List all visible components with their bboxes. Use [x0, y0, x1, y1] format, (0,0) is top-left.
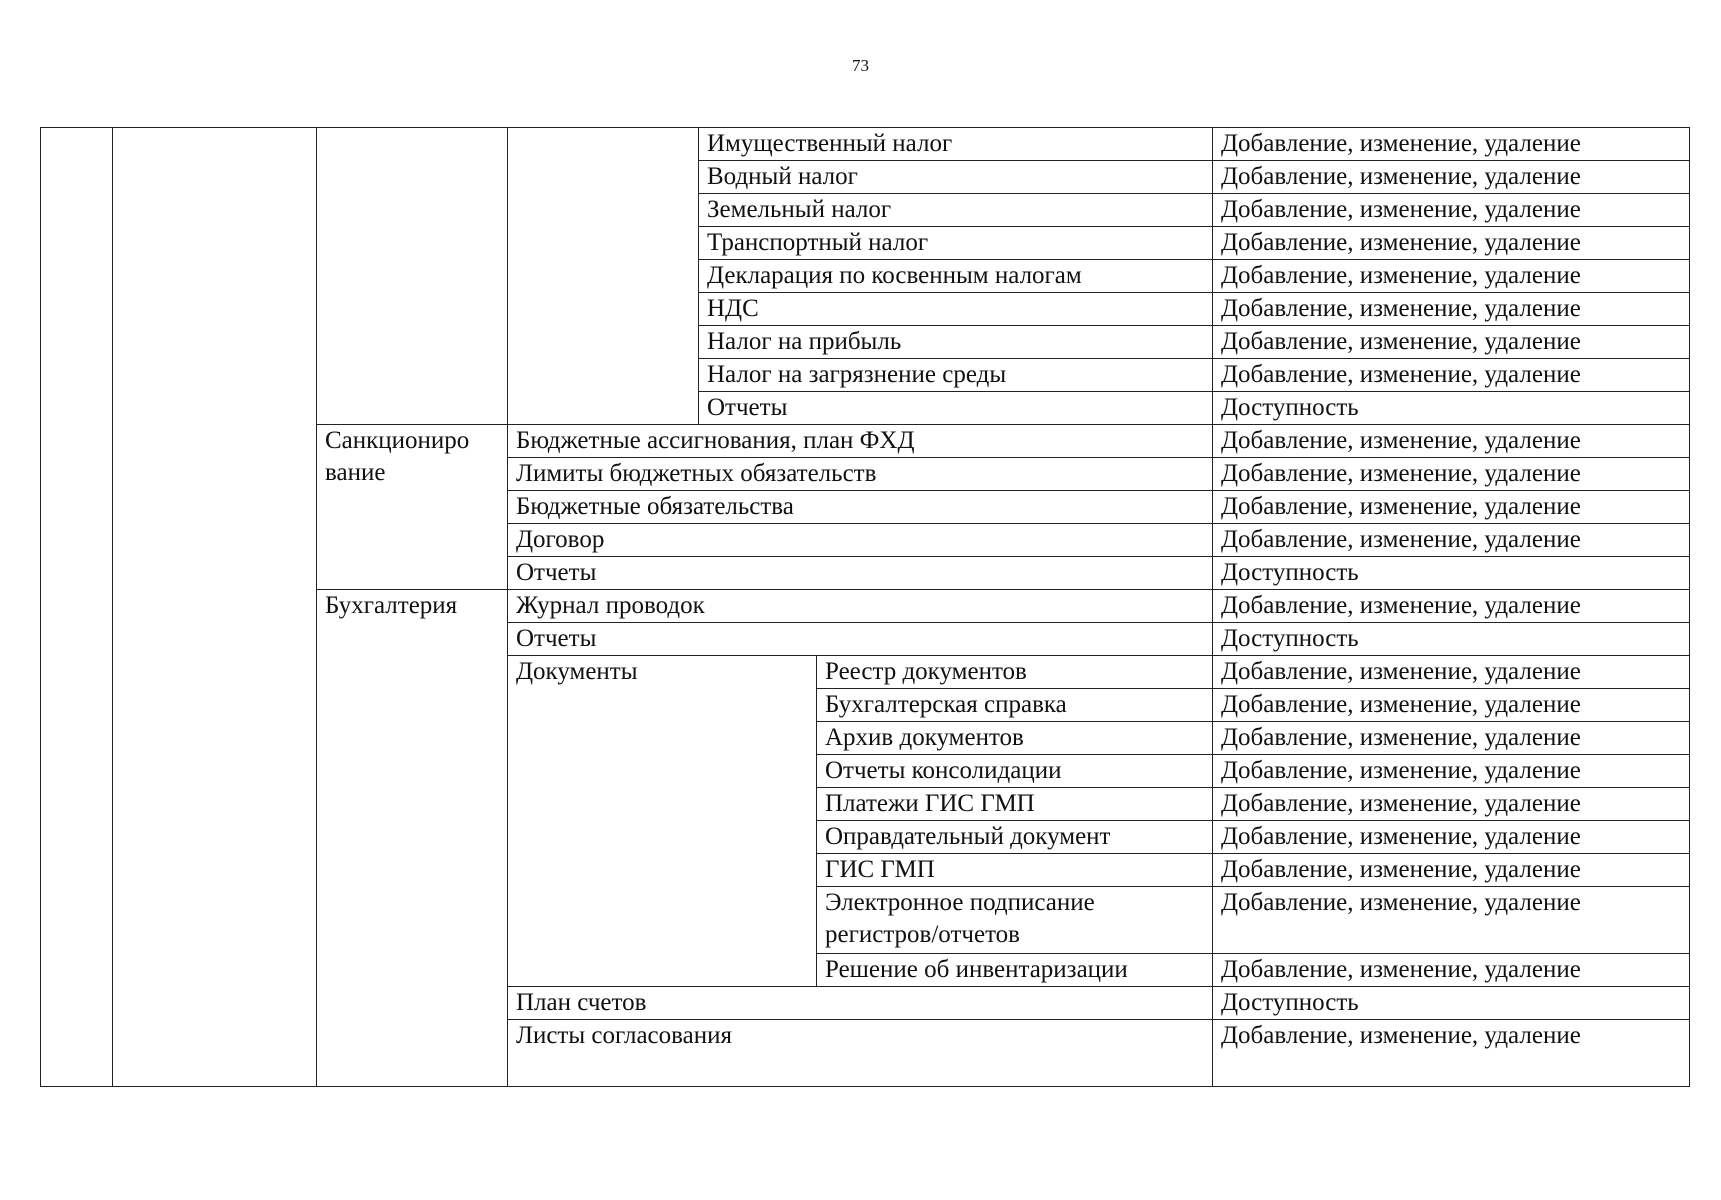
item-rights: Добавление, изменение, удаление: [1213, 755, 1690, 788]
item-rights: Добавление, изменение, удаление: [1213, 293, 1690, 326]
group-documents: Документы: [508, 656, 817, 987]
item-name: НДС: [699, 293, 1213, 326]
item-rights: Доступность: [1213, 987, 1690, 1020]
item-rights: Доступность: [1213, 392, 1690, 425]
item-name: Электронное подписание регистров/отчетов: [817, 887, 1213, 954]
item-rights: Добавление, изменение, удаление: [1213, 260, 1690, 293]
item-name: Водный налог: [699, 161, 1213, 194]
item-rights: Добавление, изменение, удаление: [1213, 326, 1690, 359]
item-rights: Доступность: [1213, 557, 1690, 590]
item-name: Бухгалтерская справка: [817, 689, 1213, 722]
item-rights: Добавление, изменение, удаление: [1213, 689, 1690, 722]
empty-col-3: [317, 128, 508, 425]
item-name: Отчеты: [508, 557, 1213, 590]
item-rights: Добавление, изменение, удаление: [1213, 887, 1690, 954]
item-name: Бюджетные ассигнования, план ФХД: [508, 425, 1213, 458]
section-accounting: Бухгалтерия: [317, 590, 508, 1087]
item-rights: Добавление, изменение, удаление: [1213, 227, 1690, 260]
empty-col-1: [41, 128, 113, 1087]
item-rights: Добавление, изменение, удаление: [1213, 161, 1690, 194]
item-rights: Добавление, изменение, удаление: [1213, 854, 1690, 887]
item-name: Платежи ГИС ГМП: [817, 788, 1213, 821]
item-rights: Добавление, изменение, удаление: [1213, 590, 1690, 623]
item-name: Налог на загрязнение среды: [699, 359, 1213, 392]
item-rights: Добавление, изменение, удаление: [1213, 1020, 1690, 1087]
page-number: 73: [852, 56, 869, 75]
item-name: Архив документов: [817, 722, 1213, 755]
item-rights: Добавление, изменение, удаление: [1213, 722, 1690, 755]
item-rights: Добавление, изменение, удаление: [1213, 954, 1690, 987]
item-rights: Добавление, изменение, удаление: [1213, 425, 1690, 458]
item-name: Налог на прибыль: [699, 326, 1213, 359]
item-rights: Добавление, изменение, удаление: [1213, 359, 1690, 392]
item-name: План счетов: [508, 987, 1213, 1020]
item-name: Имущественный налог: [699, 128, 1213, 161]
item-name: Отчеты: [508, 623, 1213, 656]
item-name: Отчеты консолидации: [817, 755, 1213, 788]
item-name: Договор: [508, 524, 1213, 557]
item-name: Реестр документов: [817, 656, 1213, 689]
table-row: [41, 128, 1690, 161]
item-name: Бюджетные обязательства: [508, 491, 1213, 524]
item-name: Транспортный налог: [699, 227, 1213, 260]
item-rights: Добавление, изменение, удаление: [1213, 821, 1690, 854]
item-name: Отчеты: [699, 392, 1213, 425]
item-name: ГИС ГМП: [817, 854, 1213, 887]
permissions-table: [40, 127, 1690, 1087]
item-name: Декларация по косвенным налогам: [699, 260, 1213, 293]
item-rights: Добавление, изменение, удаление: [1213, 524, 1690, 557]
item-rights: Добавление, изменение, удаление: [1213, 656, 1690, 689]
empty-col-4: [508, 128, 699, 425]
item-rights: Добавление, изменение, удаление: [1213, 128, 1690, 161]
item-name: Листы согласования: [508, 1020, 1213, 1087]
item-name: Журнал проводок: [508, 590, 1213, 623]
item-name: Решение об инвентаризации: [817, 954, 1213, 987]
item-rights: Доступность: [1213, 623, 1690, 656]
item-name: Земельный налог: [699, 194, 1213, 227]
section-sanctioning: Санкциониро вание: [317, 425, 508, 590]
item-name: Оправдательный документ: [817, 821, 1213, 854]
item-name: Лимиты бюджетных обязательств: [508, 458, 1213, 491]
item-rights: Добавление, изменение, удаление: [1213, 458, 1690, 491]
item-rights: Добавление, изменение, удаление: [1213, 788, 1690, 821]
empty-col-2: [113, 128, 317, 1087]
item-rights: Добавление, изменение, удаление: [1213, 491, 1690, 524]
item-rights: Добавление, изменение, удаление: [1213, 194, 1690, 227]
